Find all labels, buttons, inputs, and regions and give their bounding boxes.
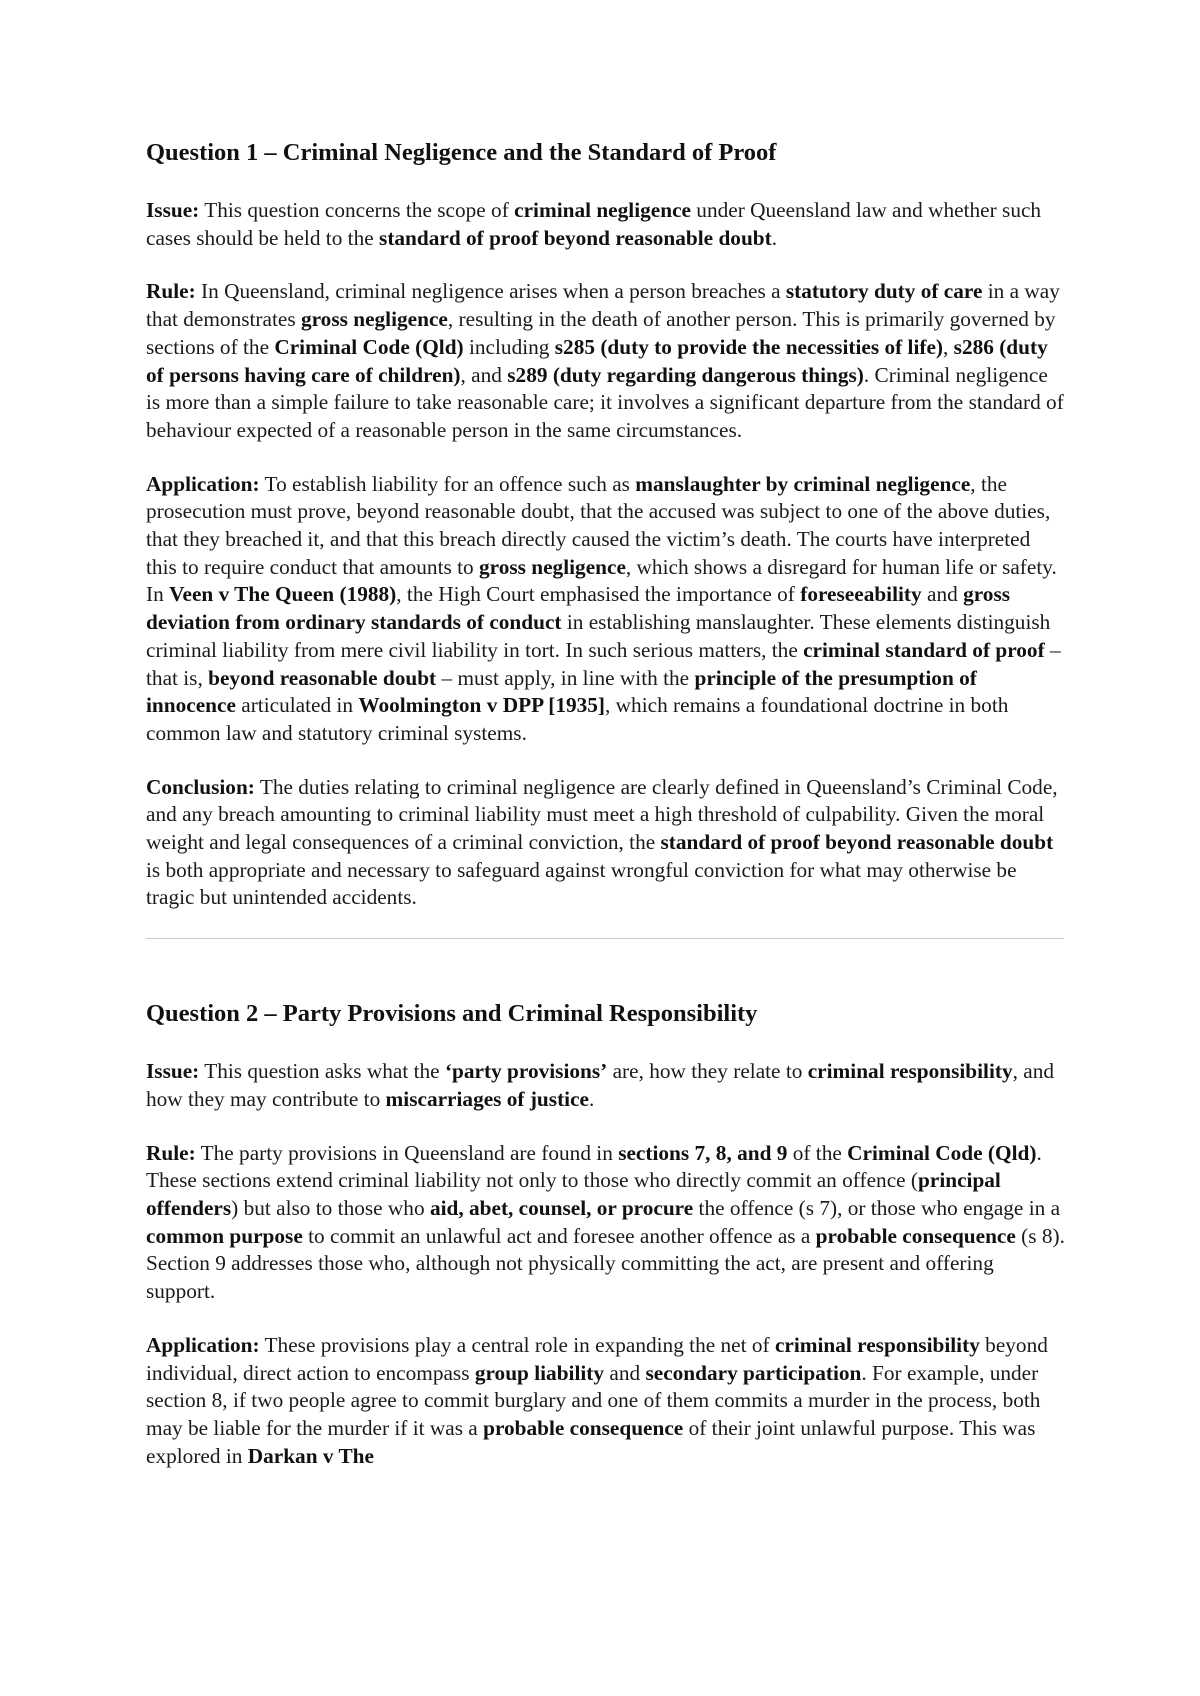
text-run: including xyxy=(463,334,555,359)
bold-text-run: Application: xyxy=(146,1332,260,1357)
bold-text-run: gross negligence xyxy=(300,307,448,332)
question-1-heading: Question 1 – Criminal Negligence and the Standard of Proof xyxy=(146,139,777,166)
bold-text-run: standard of proof beyond reasonable doubt xyxy=(379,225,772,250)
section-divider xyxy=(146,938,1064,939)
bold-text-run: Criminal Code (Qld) xyxy=(274,334,464,359)
bold-text-run: beyond reasonable doubt xyxy=(208,665,437,690)
text-run: , xyxy=(943,334,954,359)
bold-text-run: Veen v The Queen (1988) xyxy=(169,582,397,607)
text-run: . For example, under section 8, if two people agree to commit burglary and one of them commits a murder in the process, both may be liable for the murder if it was a xyxy=(146,1360,1041,1440)
bold-text-run: Rule: xyxy=(146,279,196,304)
text-run: and xyxy=(921,582,964,607)
bold-text-run: s286 (duty of persons having care of children) xyxy=(146,334,1048,387)
bold-text-run: probable consequence xyxy=(483,1415,684,1440)
text-run: This question concerns the scope of xyxy=(199,198,515,222)
text-run: , and xyxy=(460,362,508,387)
bold-text-run: gross deviation from ordinary standards of conduct xyxy=(146,582,1011,635)
bold-text-run: sections 7, 8, and 9 xyxy=(618,1140,788,1165)
text-run: . xyxy=(588,1086,595,1111)
text-run: . xyxy=(771,225,778,250)
bold-text-run: aid, abet, counsel, or procure xyxy=(429,1195,694,1220)
question-1-section xyxy=(146,138,1066,912)
text-run: To establish liability for an offence such as xyxy=(259,471,636,496)
bold-text-run: Conclusion: xyxy=(146,774,255,799)
text-run: , which remains a foundational doctrine in both common law and statutory criminal systems. xyxy=(146,693,1009,745)
question-2-section xyxy=(146,999,1066,1470)
text-run: , resulting in the death of another person. This is primarily governed by sections of the xyxy=(146,307,1056,359)
text-run: – that is, xyxy=(146,637,1061,690)
bold-text-run: common purpose xyxy=(146,1223,303,1248)
text-run: under Queensland law and whether such cases should be held to the xyxy=(146,198,1042,250)
bold-text-run: Issue: xyxy=(146,1059,200,1084)
bold-text-run: Rule: xyxy=(146,1140,196,1165)
bold-text-run: statutory duty of care xyxy=(785,279,983,304)
text-run: This question asks what the xyxy=(199,1059,445,1084)
text-run: , and how they may contribute to xyxy=(146,1059,1055,1111)
bold-text-run: criminal responsibility xyxy=(807,1059,1013,1084)
bold-text-run: Darkan v The xyxy=(247,1443,374,1468)
text-run: , the High Court emphasised the importance of xyxy=(396,582,801,607)
text-run: . Criminal negligence is more than a simple failure to take reasonable care; it involves a significant departure from the standard of behaviour expected of a reasonable person in the same circumstances. xyxy=(146,362,1064,442)
text-run: – must apply, in line with the xyxy=(436,665,695,690)
text-run: The duties relating to criminal negligence are clearly defined in Queensland’s Criminal Code, and any breach amounting to criminal liability must meet a high threshold of culpability. Given the moral weight and legal consequences of a criminal conviction, the xyxy=(146,774,1058,855)
text-run: of the xyxy=(787,1140,848,1165)
text-run: The party provisions in Queensland are found in xyxy=(195,1140,619,1165)
bold-text-run: s285 (duty to provide the necessities of life) xyxy=(554,334,943,359)
text-run: In Queensland, criminal negligence arises when a person breaches a xyxy=(195,279,786,304)
q1-application-paragraph xyxy=(146,471,1066,748)
text-run: the offence (s 7), or those who engage in a xyxy=(693,1195,1061,1220)
bold-text-run: s289 (duty regarding dangerous things) xyxy=(507,362,864,387)
bold-text-run: Application: xyxy=(146,471,260,496)
text-run: and xyxy=(604,1360,646,1385)
text-run: (s 8). Section 9 addresses those who, although not physically committing the act, are present and offering support. xyxy=(146,1223,1065,1304)
bold-text-run: miscarriages of justice xyxy=(385,1086,589,1111)
text-run: , the prosecution must prove, beyond reasonable doubt, that the accused was subject to one of the above duties, that they breached it, and that this breach directly caused the victim’s death. The courts have interpreted this to require conduct that amounts to xyxy=(146,471,1051,579)
q1-issue-paragraph xyxy=(146,197,1066,252)
bold-text-run: manslaughter by criminal negligence xyxy=(635,471,971,496)
bold-text-run: criminal negligence xyxy=(514,198,691,222)
bold-text-run: gross negligence xyxy=(479,554,626,579)
text-run: to commit an unlawful act and foresee another offence as a xyxy=(302,1223,816,1248)
bold-text-run: foreseeability xyxy=(800,582,922,607)
bold-text-run: Woolmington v DPP [1935] xyxy=(358,693,606,718)
text-run: is both appropriate and necessary to safeguard against wrongful conviction for what may otherwise be tragic but unintended accidents. xyxy=(146,857,1017,910)
text-run: in establishing manslaughter. These elements distinguish criminal liability from mere civil liability in tort. In such serious matters, the xyxy=(146,610,1051,662)
bold-text-run: group liability xyxy=(474,1360,605,1385)
text-run: . These sections extend criminal liability not only to those who directly commit an offence ( xyxy=(146,1140,1042,1193)
bold-text-run: secondary participation xyxy=(645,1360,862,1385)
bold-text-run: criminal responsibility xyxy=(774,1332,980,1357)
text-run: , which shows a disregard for human life or safety. In xyxy=(146,554,1057,607)
q2-application-paragraph xyxy=(146,1332,1066,1471)
question-2-heading: Question 2 – Party Provisions and Criminal Responsibility xyxy=(146,1000,758,1028)
text-run: articulated in xyxy=(235,693,359,718)
q1-conclusion-paragraph xyxy=(146,774,1066,913)
bold-text-run: ‘party provisions’ xyxy=(444,1059,608,1084)
q1-rule-paragraph xyxy=(146,278,1066,444)
text-run: are, how they relate to xyxy=(607,1059,808,1084)
bold-text-run: principle of the presumption of innocence xyxy=(146,665,977,718)
text-run: of their joint unlawful purpose. This was explored in xyxy=(146,1415,1036,1468)
text-run: beyond individual, direct action to encompass xyxy=(146,1332,1048,1385)
text-run: ) but also to those who xyxy=(231,1195,430,1220)
q2-rule-paragraph xyxy=(146,1140,1066,1306)
bold-text-run: principal offenders xyxy=(146,1168,1001,1220)
bold-text-run: criminal standard of proof xyxy=(803,637,1045,662)
bold-text-run: Issue: xyxy=(146,198,200,222)
bold-text-run: probable consequence xyxy=(815,1223,1016,1248)
bold-text-run: standard of proof beyond reasonable doubt xyxy=(660,830,1054,855)
q2-issue-paragraph xyxy=(146,1058,1066,1113)
text-run: in a way that demonstrates xyxy=(146,279,1060,332)
document-page xyxy=(146,138,1066,1496)
bold-text-run: Criminal Code (Qld) xyxy=(847,1140,1037,1165)
text-run: These provisions play a central role in expanding the net of xyxy=(259,1332,775,1357)
